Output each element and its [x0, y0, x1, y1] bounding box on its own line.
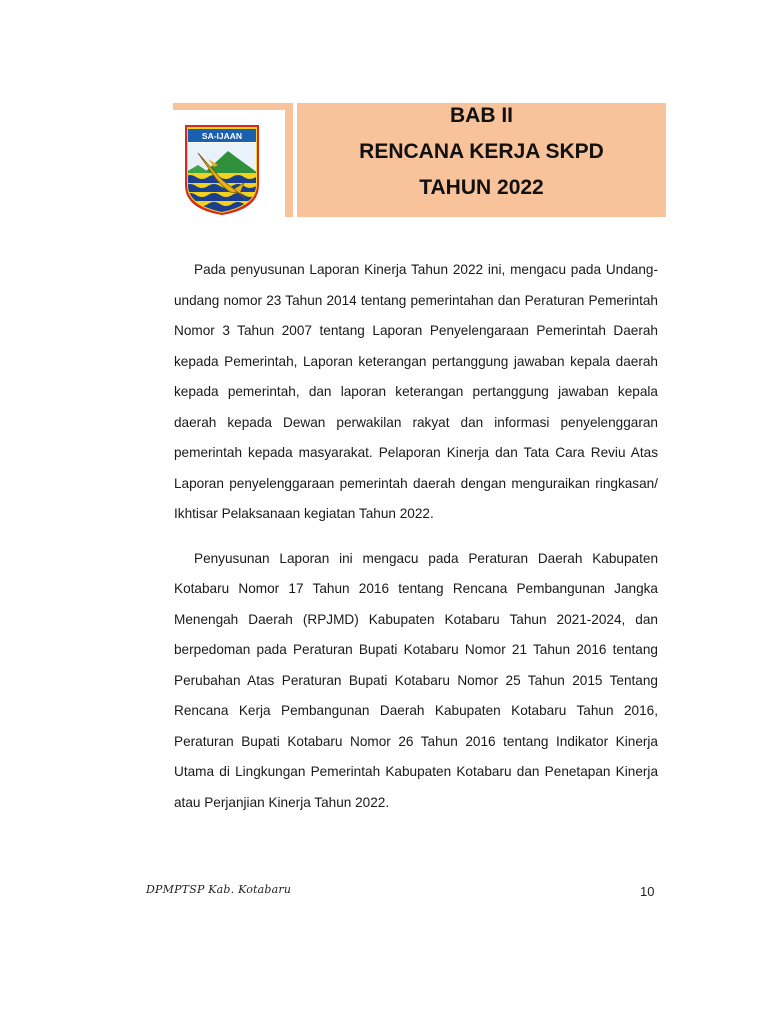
- footer-organization: DPMPTSP Kab. Kotabaru: [146, 883, 292, 896]
- paragraph-1: Pada penyusunan Laporan Kinerja Tahun 2022 ini, mengacu pada Undang-undang nomor 23 Tahun 2014 tentang pemerintahan dan Peraturan Pemerintah Nomor 3 Tahun 2007 tentang Laporan Penyelengaraan Pemerintah Daerah kepada Pemerintah, Laporan keterangan pertanggung jawaban kepala daerah kepada pemerintah, dan laporan keterangan pertanggung jawaban kepala daerah kepada Dewan perwakilan rakyat dan informasi penyelenggaran pemerintah kepada masyarakat. Pelaporan Kinerja dan Tata Cara Reviu Atas Laporan penyelenggaraan pemerintah daerah dengan menguraikan ringkasan/ Ikhtisar Pelaksanaan kegiatan Tahun 2022.: [174, 262, 658, 521]
- chapter-title: RENCANA KERJA SKPD: [359, 140, 604, 163]
- chapter-year: TAHUN 2022: [419, 176, 544, 199]
- logo-banner-text: SA-IJAAN: [201, 131, 243, 141]
- header-strip-divider: [285, 103, 293, 217]
- header-strip-top: [173, 103, 293, 110]
- page-number: 10: [640, 884, 655, 899]
- chapter-number: BAB II: [450, 104, 513, 127]
- paragraph-2: Penyusunan Laporan ini mengacu pada Peraturan Daerah Kabupaten Kotabaru Nomor 17 Tahun 2016 tentang Rencana Pembangunan Jangka Menengah Daerah (RPJMD) Kabupaten Kotabaru Tahun 2021-2024, dan berpedoman pada Peraturan Bupati Kotabaru Nomor 21 Tahun 2016 tentang Perubahan Atas Peraturan Bupati Kotabaru Nomor 25 Tahun 2015 Tentang Rencana Kerja Pembangunan Daerah Kabupaten Kotabaru Tahun 2016, Peraturan Bupati Kotabaru Nomor 26 Tahun 2016 tentang Indikator Kinerja Utama di Lingkungan Pemerintah Kabupaten Kotabaru dan Penetapan Kinerja atau Perjanjian Kinerja Tahun 2022.: [174, 550, 658, 810]
- logo-container: [173, 110, 285, 217]
- kotabaru-emblem-icon: [184, 123, 260, 215]
- chapter-title-box: [297, 103, 666, 217]
- chapter-header: [173, 103, 666, 217]
- body-text: [174, 255, 658, 832]
